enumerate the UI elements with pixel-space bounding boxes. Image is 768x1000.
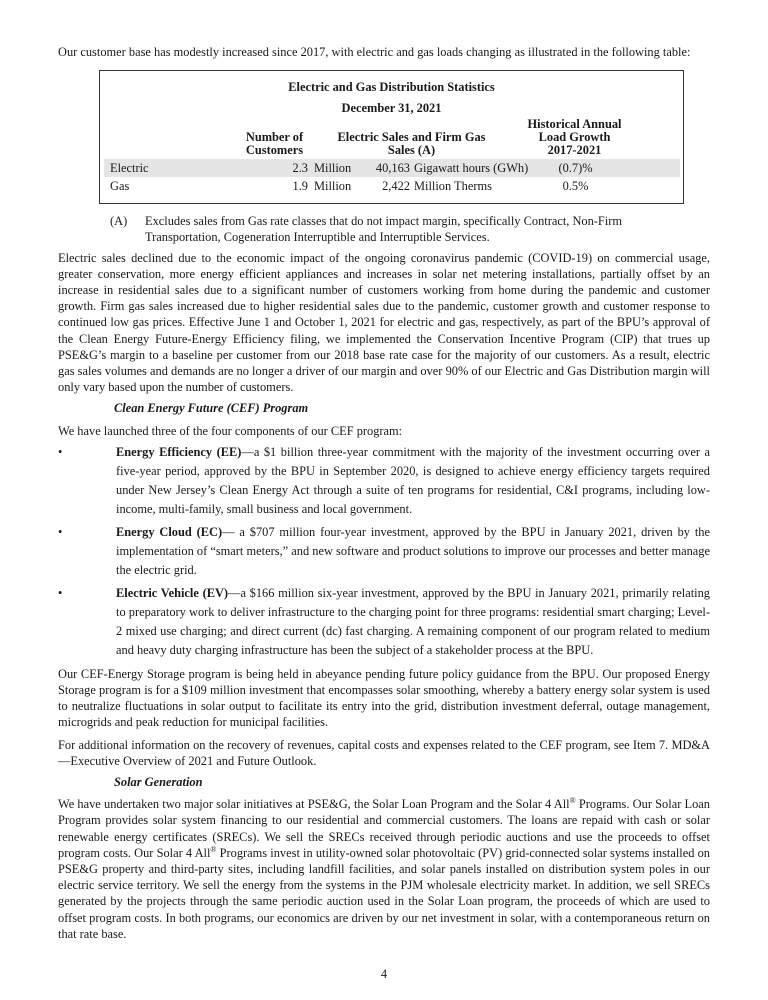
registered-mark: ® <box>569 796 576 806</box>
sales-value: 2,422 <box>382 179 410 194</box>
header-customers-line2: Customers <box>245 143 304 158</box>
header-growth-line1: Historical Annual <box>527 117 622 132</box>
growth-value: (0.7)% <box>558 161 593 176</box>
row-label: Gas <box>110 179 130 194</box>
customers-value: 1.9 <box>292 179 308 194</box>
customers-unit: Million <box>314 161 352 176</box>
header-customers-line1: Number of <box>245 130 304 145</box>
table-footnote <box>58 213 710 245</box>
header-growth-line2: Load Growth <box>538 130 611 145</box>
intro-paragraph: Our customer base has modestly increased since 2017, with electric and gas loads changing as illustrated in the following table: <box>58 45 691 59</box>
cef-intro: We have launched three of the four components of our CEF program: <box>58 423 403 438</box>
footnote-text: Excludes sales from Gas rate classes that do not impact margin, specifically Contract, Non-Firm Transportation, Cogeneration Interruptible and Interruptible Services. <box>145 214 623 245</box>
footnote-mark: (A) <box>110 214 128 229</box>
page-content <box>58 44 710 942</box>
solar-text-part3: Programs invest in utility-owned solar photovoltaic (PV) grid-connected solar systems installed on PSE&G property and third-party sites, including landfill facilities, and solar panels installed on distribution system poles in our electric service territory. We sell the energy from the systems in the PJM wholesale electricity market. In addition, we sell SRECs generated by the projects through the same periodic auction used in the Solar Loan program, the proceeds of which are used to offset program costs. In both programs, our economics are driven by our net investment in solar, with a contemporaneous return on that rate base. <box>58 845 710 941</box>
bullet-text: —a $1 billion three-year commitment with the majority of the investment occurring over a five-year period, approved by the BPU in September 2020, is designed to achieve energy efficiency targets required under New Jersey’s Clean Energy Act through a suite of ten programs for residential, C&I programs, including low-income, multi-family, small business and local government. <box>116 444 711 516</box>
bullet-icon: • <box>58 444 63 459</box>
solar-paragraph <box>58 796 710 942</box>
bullet-item-ev <box>58 584 710 660</box>
sales-value: 40,163 <box>375 161 410 176</box>
table-title: Electric and Gas Distribution Statistics <box>288 80 495 95</box>
customers-value: 2.3 <box>292 161 308 176</box>
header-sales <box>328 131 495 157</box>
bullet-icon: • <box>58 524 63 539</box>
page-number: 4 <box>380 967 388 981</box>
solar-text-part1: We have undertaken two major solar initiatives at PSE&G, the Solar Loan Program and the Solar 4 All <box>58 797 570 812</box>
bullet-term: Energy Cloud (EC) <box>116 524 223 539</box>
header-sales-line1: Electric Sales and Firm Gas <box>337 130 486 145</box>
bullet-text: —a $166 million six-year investment, approved by the BPU in January 2021, primarily relating to preparatory work to deliver infrastructure to the charging point for three programs: residential smart charging; Level-2 mixed use charging; and direct current (dc) fast charging. A remaining component of our program related to medium and heavy duty charging infrastructure has been the subject of a stakeholder process at the BPU. <box>116 585 710 657</box>
distribution-statistics-table <box>99 70 684 204</box>
bullet-icon: • <box>58 585 63 600</box>
sales-paragraph: Electric sales declined due to the economic impact of the ongoing coronavirus pandemic (COVID-19) on commercial usage, greater conservation, more energy efficient appliances and increases in solar net metering installations, partially offset by an increase in residential sales due to a significant number of customers working from home during the pandemic and customer growth. Firm gas sales increased due to higher residential sales due to the pandemic, customer growth and customer response to continued low gas prices. Effective June 1 and October 1, 2021 for electric and gas, respectively, as part of the BPU’s approval of the Clean Energy Future-Energy Efficiency filing, we implemented the Conservation Incentive Program (CIP) that trues up PSE&G’s margin to a baseline per customer from our 2018 base rate case for the majority of our customers. As a result, electric gas sales volumes and demands are no longer a driver of our margin and over 90% of our Electric and Gas Distribution margin will only vary based upon the number of customers. <box>58 250 710 395</box>
table-row <box>104 177 680 195</box>
table-row <box>104 159 680 177</box>
bullet-item-ec <box>58 523 710 580</box>
growth-value: 0.5% <box>562 179 589 194</box>
cef-heading: Clean Energy Future (CEF) Program <box>114 401 309 416</box>
registered-mark: ® <box>210 844 217 854</box>
sales-unit: Gigawatt hours (GWh) <box>414 161 529 176</box>
bullet-item-ee <box>58 443 710 519</box>
bullet-text: — a $707 million four-year investment, approved by the BPU in January 2021, driven by the implementation of “smart meters,” and new software and product solutions to improve our processes and better manage the electric grid. <box>116 524 711 577</box>
row-label: Electric <box>110 161 149 176</box>
solar-text-part2: Programs. Our Solar Loan Program provides solar system financing to our residential and commercial customers. The loans are repaid with cash or solar renewable energy certificates (SRECs). We sell the SRECs received through periodic auctions and use the proceeds to offset program costs. Our Solar 4 All <box>58 797 710 860</box>
header-customers <box>231 131 318 157</box>
customers-unit: Million <box>314 179 352 194</box>
table-date: December 31, 2021 <box>341 101 442 116</box>
solar-heading: Solar Generation <box>114 775 203 790</box>
bullet-term: Electric Vehicle (EV) <box>116 585 229 600</box>
storage-paragraph: Our CEF-Energy Storage program is being held in abeyance pending future policy guidance from the BPU. Our proposed Energy Storage program is for a $109 million investment that encompasses solar smoothing, whereby a battery energy solar system is used to neutralize fluctuations in solar output to facilitate its entry into the grid, distribution investment deferral, outage management, microgrids and peak reduction for municipal facilities. <box>58 666 710 730</box>
header-growth-line3: 2017-2021 <box>547 143 602 158</box>
info-paragraph: For additional information on the recovery of revenues, capital costs and expenses related to the CEF program, see Item 7. MD&A—Executive Overview of 2021 and Future Outlook. <box>58 737 710 768</box>
header-growth <box>515 118 634 157</box>
bullet-term: Energy Efficiency (EE) <box>116 444 242 459</box>
sales-unit: Million Therms <box>414 179 492 194</box>
header-sales-line2: Sales (A) <box>387 143 436 158</box>
